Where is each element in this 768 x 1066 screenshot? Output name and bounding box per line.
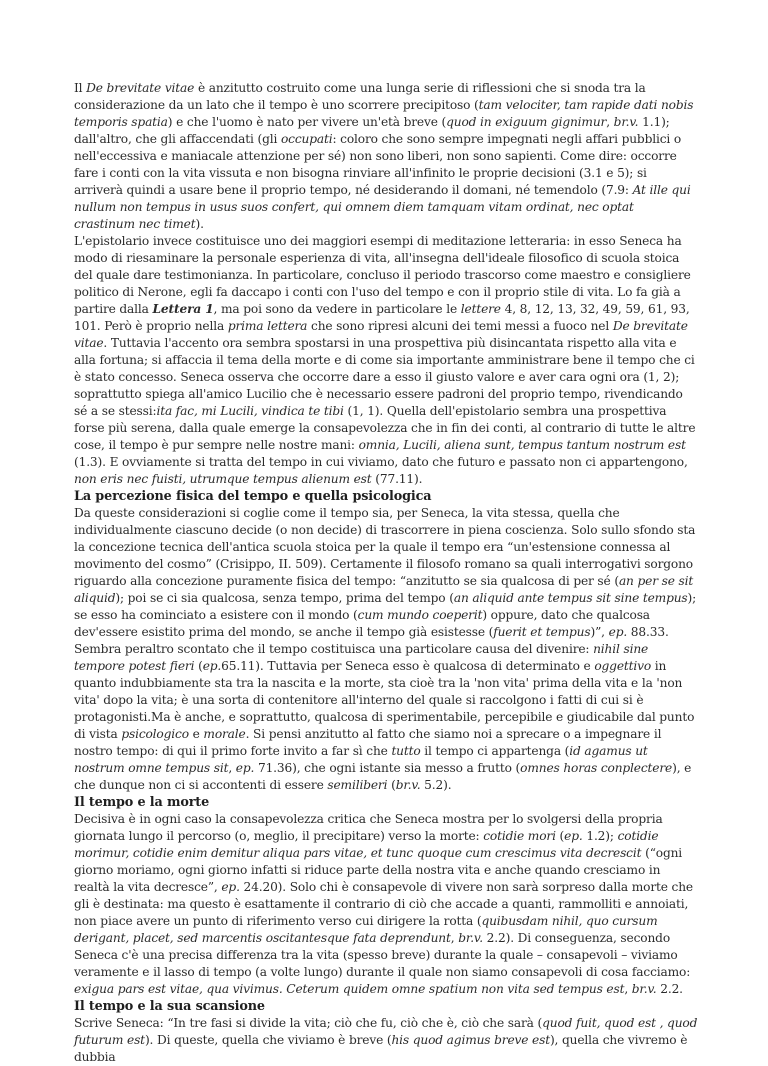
- paragraph-epistolario: [74, 233, 698, 488]
- italic-text: De brevitate vitae: [86, 81, 195, 95]
- text-run: (: [194, 659, 203, 673]
- text-run: è anzitutto costruito come una lunga serie di riflessioni che si snoda tra la considerazione da un lato che il tempo è uno scorrere precipitoso (: [74, 81, 646, 112]
- italic-text: Lettera 1: [152, 302, 214, 316]
- text-run: ,: [606, 115, 614, 129]
- italic-text: ep.: [221, 880, 240, 894]
- text-run: in quanto indubbiamente sta tra la nascita e la morte, sta cioè tra la 'non vita' prima della vita e la 'non vita' dopo la vita; è una sorta di contenitore all'interno del quale si raccolgono i fatti di cui si è protagonisti.Ma è anche, e soprattutto, qualcosa di sperimentabile, percepibile e giudicabile dal punto di vista: [74, 659, 695, 741]
- text-run: 1.1); dall'altro, che gli affaccendati (gli: [74, 115, 670, 146]
- text-run: )”,: [590, 625, 609, 639]
- text-run: , ma poi sono da vedere in particolare le: [213, 302, 461, 316]
- text-run: ); poi se ci sia qualcosa, senza tempo, prima del tempo (: [115, 591, 454, 605]
- italic-text: occupati: [280, 132, 333, 146]
- text-run: ), quella che vivremo è dubbia: [74, 1033, 688, 1064]
- heading-percezione: La percezione fisica del tempo e quella psicologica: [74, 489, 432, 504]
- italic-text: non eris nec fuisti, utrumque tempus alienum est: [74, 472, 372, 486]
- italic-text: an per se sit aliquid: [74, 574, 694, 605]
- text-run: (1, 1). Quella dell'epistolario sembra una prospettiva forse più serena, dalla quale emerge la consapevolezza che in fin dei conti, al contrario di tutte le altre cose, il tempo è pur sempre nelle nostre mani:: [74, 404, 696, 452]
- italic-text: ep.: [608, 625, 628, 639]
- italic-text: ita fac, mi Lucili, vindica te tibi: [156, 404, 344, 418]
- text-run: Da queste considerazioni si coglie come il tempo sia, per Seneca, la vita stessa, quella che individualmente ciascuno decide (o non decide) di trascorrere in piena coscienza. Solo sullo sfondo sta la concezione tecnica dell'antica scuola stoica per la quale il tempo era “un'estensione connessa al movimento del cosmo” (Crisippo, II. 509). Certamente il filosofo romano sa quali interrogativi sorgono riguardo alla concezione puramente fisica del tempo: “anzitutto se sia qualcosa di per sé (: [74, 506, 696, 588]
- paragraph-de-brevitate: [74, 80, 698, 233]
- text-run: (77.11).: [371, 472, 423, 486]
- text-run: . Tuttavia l'accento ora sembra spostarsi in una prospettiva più disincantata rispetto alla vita e alla fortuna; si affaccia il tema della morte e di come sia importante amministrare bene il tempo che ci è stato concesso. Seneca osserva che occorre dare a esso il giusto valore e aver cara ogni ora (1, 2); soprattutto spiega all'amico Lucilio che è necessario essere padroni del proprio tempo, rivendicando sé a se stessi:: [74, 336, 695, 418]
- italic-text: oggettivo: [594, 659, 652, 673]
- italic-text: br.v.: [395, 778, 421, 792]
- text-run: 2.2.: [656, 982, 683, 996]
- text-run: Il: [74, 81, 87, 95]
- italic-text: br.v.: [458, 931, 483, 945]
- italic-text: quod in exiguum gignimur: [446, 115, 607, 129]
- italic-text: morale: [203, 727, 246, 741]
- text-run: Scrive Seneca: “In tre fasi si divide la vita; ciò che fu, ciò che è, ciò che sarà (: [74, 1016, 543, 1030]
- italic-text: quibusdam nihil, quo cursum derigant, placet, sed marcentis oscitantesque fata deprendunt: [74, 914, 658, 945]
- text-run: 2.2). Di conseguenza, secondo Seneca c'è una precisa differenza tra la vita (spesso breve) durante la quale – consapevoli – viviamo veramente e il lasso di tempo (a volte lungo) durante il quale non siamo consapevoli di cosa facciamo:: [74, 931, 691, 979]
- paragraph-scansione: [74, 1015, 698, 1066]
- text-run: . Si pensi anzitutto al fatto che siamo noi a sprecare o a impegnare il nostro tempo: di qui il primo forte invito a far sì che: [74, 727, 662, 758]
- text-run: ) oppure, dato che qualcosa dev'essere esistito prima del mondo, se anche il tempo già esistesse (: [74, 608, 650, 639]
- italic-text: At ille qui nullum non tempus in usus suos confert, qui omnem diem tamquam vitam ordinat, nec optat crastinum nec timet: [74, 183, 691, 231]
- text-run: (: [555, 829, 565, 843]
- italic-text: cum mundo coeperit: [357, 608, 483, 622]
- text-run: 71.36), che ogni istante sia messo a frutto (: [254, 761, 521, 775]
- text-run: (1.3). E ovviamente si tratta del tempo in cui viviamo, dato che futuro e passato non ci appartengono,: [74, 455, 688, 469]
- italic-text: cotidie morimur, cotidie enim demitur aliqua pars vitae, et tunc quoque cum crescimus vita decrescit: [74, 829, 659, 860]
- italic-text: psicologico: [121, 727, 189, 741]
- italic-text: ep.: [202, 659, 222, 673]
- italic-text: his quod agimus breve est: [391, 1033, 550, 1047]
- text-run: 24.20). Solo chi è consapevole di vivere non sarà sorpreso dalla morte che gli è destinata: ma questo è esattamente il contrario di ciò che accade a quanti, rammolliti e annoiati, non piace avere un punto di riferimento verso cui dirigere la rotta (: [74, 880, 693, 928]
- italic-text: quod fuit, quod est , quod futurum est: [74, 1016, 698, 1047]
- italic-text: br.v.: [613, 115, 639, 129]
- text-run: (: [387, 778, 396, 792]
- heading-tempo-morte: Il tempo e la morte: [74, 795, 210, 810]
- text-run: ) e che l'uomo è nato per vivere un'età breve (: [167, 115, 447, 129]
- italic-text: prima lettera: [227, 319, 308, 333]
- text-run: ,: [450, 931, 459, 945]
- heading-scansione: Il tempo e la sua scansione: [74, 999, 265, 1014]
- text-run: 1.2);: [582, 829, 618, 843]
- text-run: ).: [195, 217, 204, 231]
- text-run: : coloro che sono sempre impegnati negli affari pubblici o nell'eccessiva e maniacale attenzione per sé) non sono liberi, non sono sapienti. Come dire: occorre fare i conti con la vita vissuta e non bisogna rinviare all'infinito le proprie decisioni (3.1 e 5); si arriverà quindi a usare bene il proprio tempo, né desiderando il domani, né temendolo (7.9:: [74, 132, 682, 197]
- text-run: Decisiva è in ogni caso la consapevolezza critica che Seneca mostra per lo svolgersi della propria giornata lungo il percorso (o, meglio, il precipitare) verso la morte:: [74, 812, 663, 843]
- text-run: che sono ripresi alcuni dei temi messi a fuoco nel: [307, 319, 613, 333]
- text-run: e: [188, 727, 204, 741]
- text-run: 5.2).: [420, 778, 452, 792]
- italic-text: ep.: [235, 761, 255, 775]
- italic-text: ep.: [564, 829, 583, 843]
- text-run: L'epistolario invece costituisce uno dei maggiori esempi di meditazione letteraria: in esso Seneca ha modo di riesaminare la personale esperienza di vita, all'insegna dell'ideale filosofico di scuola stoica del quale dare testimonianza. In particolare, concluso il periodo trascorso come maestro e consigliere politico di Nerone, egli fa daccapo i conti con l'uso del tempo e con il proprio stile di vita. Lo fa già a partire dalla: [74, 234, 691, 316]
- italic-text: id agamus ut nostrum omne tempus sit: [74, 744, 648, 775]
- text-run: ,: [624, 982, 632, 996]
- document-body: [74, 80, 698, 1066]
- italic-text: omnia, Lucili, aliena sunt, tempus tantum nostrum est: [358, 438, 686, 452]
- text-run: ). Di queste, quella che viviamo è breve (: [144, 1033, 392, 1047]
- paragraph-tempo-morte: [74, 811, 698, 998]
- text-run: (“ogni giorno moriamo, ogni giorno infatti si riduce parte della nostra vita e anche quando cresciamo in realtà la vita decresce”,: [74, 846, 683, 894]
- text-run: 88.33. Sembra peraltro scontato che il tempo costituisca una particolare causa del divenire:: [74, 625, 669, 656]
- italic-text: tutto: [391, 744, 421, 758]
- text-run: il tempo ci appartenga (: [420, 744, 570, 758]
- italic-text: cotidie mori: [483, 829, 556, 843]
- italic-text: exigua pars est vitae, qua vivimus. Ceterum quidem omne spatium non vita sed tempus est: [74, 982, 625, 996]
- italic-text: an aliquid ante tempus sit sine tempus: [453, 591, 688, 605]
- italic-text: omnes horas conplectere: [520, 761, 673, 775]
- italic-text: tam velociter, tam rapide dati nobis temporis spatia: [74, 98, 694, 129]
- text-run: 65.11). Tuttavia per Seneca esso è qualcosa di determinato e: [221, 659, 595, 673]
- italic-text: De brevitate vitae: [74, 319, 688, 350]
- text-run: ), e che dunque non ci si accontenti di essere: [74, 761, 692, 792]
- text-run: ,: [228, 761, 236, 775]
- paragraph-percezione: [74, 505, 698, 794]
- italic-text: br.v.: [631, 982, 657, 996]
- italic-text: fuerit et tempus: [493, 625, 591, 639]
- text-run: 4, 8, 12, 13, 32, 49, 59, 61, 93, 101. Però è proprio nella: [74, 302, 690, 333]
- text-run: ); se esso ha cominciato a esistere con il mondo (: [74, 591, 697, 622]
- italic-text: nihil sine tempore potest fieri: [74, 642, 649, 673]
- italic-text: lettere: [460, 302, 501, 316]
- italic-text: semiliberi: [327, 778, 388, 792]
